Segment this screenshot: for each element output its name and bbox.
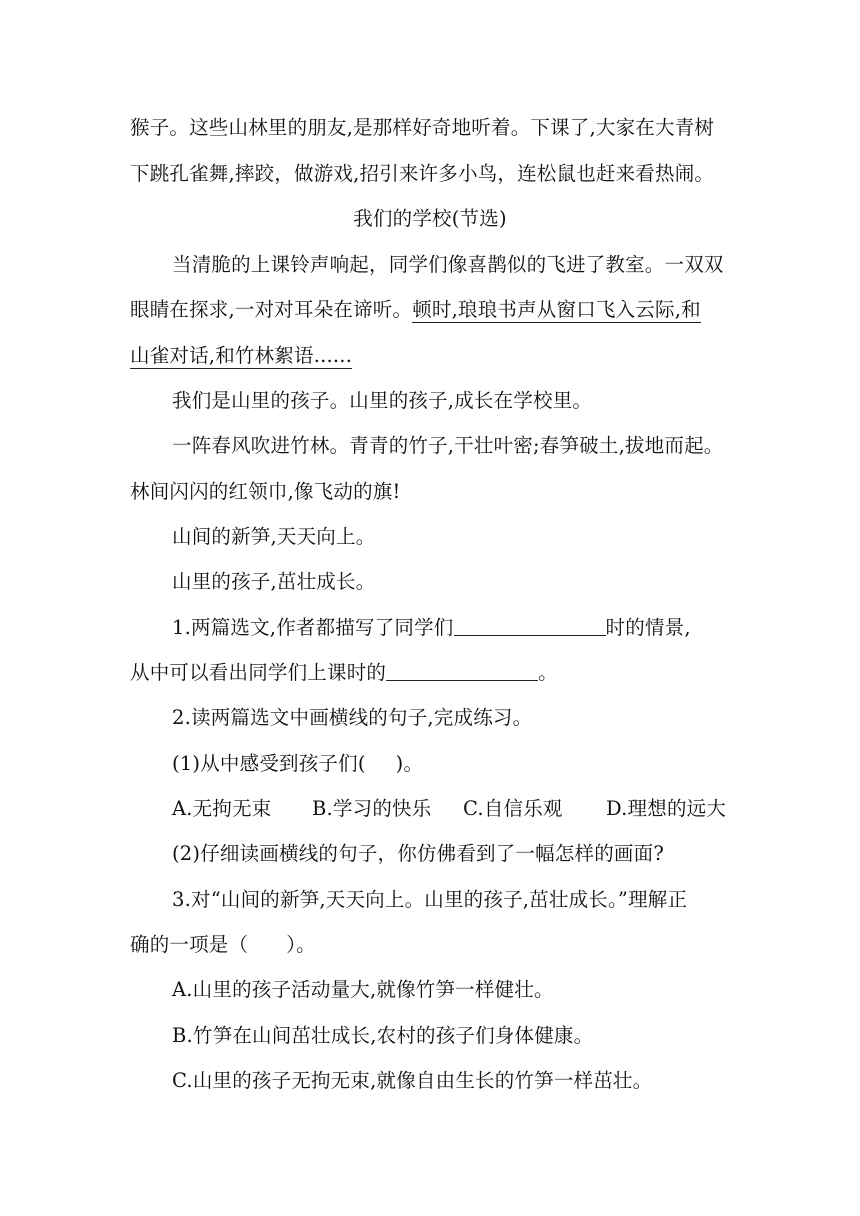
question2-sub2: (2)仔细读画横线的句子，你仿佛看到了一幅怎样的画面?: [172, 842, 664, 865]
question3-option-c[interactable]: C.山里的孩子无拘无束,就像自由生长的竹笋一样茁壮。: [172, 1069, 653, 1092]
question1-line1: [172, 615, 740, 641]
question1-blank2[interactable]: [386, 660, 538, 681]
question1-text-d: 。: [538, 661, 558, 684]
passage2-p3-line2: 林间闪闪的红领巾,像飞动的旗!: [130, 480, 401, 503]
question2-sub1-text-a: (1)从中感受到孩子们(: [172, 752, 366, 775]
question1-blank1[interactable]: [454, 615, 606, 636]
question2-sub1-text-b: )。: [395, 752, 424, 775]
question1-text-b: 时的情景,: [605, 616, 691, 639]
passage2-p3-line1: 一阵春风吹进竹林。青青的竹子,干壮叶密;春笋破土,拔地而起。: [172, 434, 724, 457]
question1-line2: [130, 660, 740, 686]
question3-text-a: 确的一项是（: [130, 933, 249, 956]
question2-sub1: [172, 751, 740, 777]
question1-text-c: 从中可以看出同学们上课时的: [130, 661, 387, 684]
question2-option-b[interactable]: B.学习的快乐: [312, 797, 432, 820]
underlined-sentence-part2: 山雀对话,和竹林絮语......: [130, 344, 353, 367]
question2-option-a[interactable]: A.无拘无束: [172, 797, 272, 820]
question3-option-a[interactable]: A.山里的孩子活动量大,就像竹笋一样健壮。: [172, 978, 554, 1001]
passage2-p1-line2-plain: 眼睛在探求,一对对耳朵在谛听。: [130, 298, 413, 321]
question2-option-c[interactable]: C.自信乐观: [463, 797, 563, 820]
question3-option-b[interactable]: B.竹笋在山间茁壮成长,农村的孩子们身体健康。: [172, 1024, 594, 1047]
underlined-sentence-part1: 顿时,琅琅书声从窗口飞入云际,和: [412, 298, 701, 321]
passage2-p1-line3: [130, 343, 740, 369]
passage2-title: 我们的学校(节选): [353, 207, 507, 230]
passage2-p1-line1: 当清脆的上课铃声响起，同学们像喜鹊似的飞进了教室。一双双: [172, 253, 724, 276]
passage2-p4: 山间的新笋,天天向上。: [172, 525, 376, 548]
question1-text-a: 1.两篇选文,作者都描写了同学们: [172, 616, 454, 639]
question3-text-b: ）。: [286, 933, 316, 956]
question2-option-d[interactable]: D.理想的远大: [606, 797, 727, 820]
passage1-line2: 下跳孔雀舞,摔跤，做游戏,招引来许多小鸟，连松鼠也赶来看热闹。: [130, 162, 715, 185]
question2-stem: 2.读两篇选文中画横线的句子,完成练习。: [172, 706, 533, 729]
passage1-line1: 猴子。这些山林里的朋友,是那样好奇地听着。下课了,大家在大青树: [130, 116, 715, 139]
passage2-p5: 山里的孩子,茁壮成长。: [172, 570, 376, 593]
question3-line2: [130, 932, 740, 958]
question3-line1: 3.对“山间的新笋,天天向上。山里的孩子,茁壮成长。”理解正: [172, 888, 688, 911]
passage2-p1-line2: [130, 297, 740, 323]
passage2-p2: 我们是山里的孩子。山里的孩子,成长在学校里。: [172, 389, 593, 412]
